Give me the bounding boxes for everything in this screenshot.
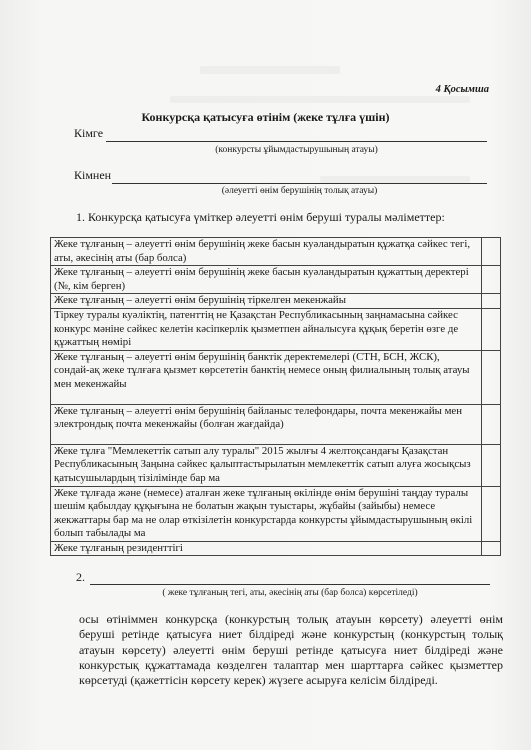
table-value-cell[interactable] (482, 294, 501, 309)
table-row-label: Жеке тұлғаның – әлеуетті өнім берушінің жеке басын куәландыратын құжаттың деректері (№, кім берген) (51, 266, 482, 294)
section-2-line[interactable] (90, 584, 490, 585)
table-row (51, 486, 501, 541)
table-row-label: Жеке тұлғаның – әлеуетті өнім берушінің байланыс телефондары, почта мекенжайы мен электрондық почта мекенжайы (болған жағдайда) (51, 404, 482, 444)
to-field-label: Кімге (74, 126, 104, 140)
table-value-cell[interactable] (482, 308, 501, 350)
table-value-cell[interactable] (482, 238, 501, 266)
table-row (51, 404, 501, 444)
table-row (51, 294, 501, 309)
page-title: Конкурсқа қатысуға өтінім (жеке тұлға үшін) (141, 110, 390, 124)
bleed-through-mark (320, 176, 470, 183)
section-2-number: 2. (76, 570, 85, 584)
bleed-through-mark (200, 66, 340, 74)
table-row-label: Жеке тұлғаның – әлеуетті өнім берушінің тіркелген мекенжайы (51, 294, 482, 309)
from-field-line[interactable] (112, 183, 487, 184)
table-value-cell[interactable] (482, 350, 501, 404)
table-row (51, 350, 501, 404)
table-value-cell[interactable] (482, 404, 501, 444)
applicant-info-table (50, 237, 501, 556)
table-row-label: Жеке тұлға "Мемлекеттік сатып алу туралы" 2015 жылғы 4 желтоқсандағы Қазақстан Республикасының Заңына сәйкес қалыптастырылатын мемлекеттік сатып алуға жосықсыз қатысушылардың тізілімінде бар ма (51, 444, 482, 486)
table-row-label: Тіркеу туралы куәліктің, патенттің не Қазақстан Республикасының заңнамасына сәйкес конкурс мәніне сәйкес келетін кәсіпкерлік қызметпен айналысуға құқық беретін өзге де құжаттың нөмірі (51, 308, 482, 350)
from-field-caption: (әлеуетті өнім берушінің толық атауы) (221, 186, 378, 196)
section-2-caption: ( жеке тұлғаның тегі, аты, әкесінің аты (бар болса) көрсетіледі) (162, 588, 418, 598)
table-row-label: Жеке тұлғада және (немесе) аталған жеке тұлғаның өкілінде өнім берушіні таңдау туралы шешім қабылдау құқығына не болатын жақын туыстары, жұбайы (зайыбы) немесе жекжаттары бар ма не олар өткізілетін конкурстарда конкурсты ұйымдастырушының өкілі болып табылады ма (51, 486, 482, 541)
table-row (51, 444, 501, 486)
table-row (51, 266, 501, 294)
table-value-cell[interactable] (482, 486, 501, 541)
to-field-caption: (конкурсты ұйымдастырушының атауы) (215, 145, 378, 155)
closing-paragraph: осы өтініммен конкурсқа (конкурстың толық атауын көрсету) әлеуетті өнім беруші ретінде қатысуға ниет білдіреді және конкурстың (конкурстың толық атауын көрсету) әлеуетті өнім беруші ретінде қатысуға ниет білдіреді және конкурстық құжаттамада көзделген талаптар мен шарттарға сәйкес қызметтер көрсетуді (қажеттісін көрсету керек) жүзеге асыруға келісім білдіреді. (79, 612, 503, 688)
table-value-cell[interactable] (482, 444, 501, 486)
table-row-label: Жеке тұлғаның – әлеуетті өнім берушінің банктік деректемелері (СТН, БСН, ЖСК), сондай-ақ жеке тұлғаға қызмет көрсететін банктің немесе оның филиалының толық атауы мен мекенжайы (51, 350, 482, 404)
appendix-label: 4 Қосымша (435, 84, 489, 95)
table-row (51, 541, 501, 556)
section-1-heading: 1. Конкурсқа қатысуға үміткер әлеуетті өнім беруші туралы мәліметтер: (76, 210, 445, 224)
bleed-through-mark (170, 96, 470, 103)
table-row-label: Жеке тұлғаның – әлеуетті өнім берушінің жеке басын куәландыратын құжатқа сәйкес тегі, аты, әкесінің аты (бар болса) (51, 238, 482, 266)
table-row (51, 238, 501, 266)
table-value-cell[interactable] (482, 541, 501, 556)
to-field-line[interactable] (106, 141, 487, 142)
from-field-label: Кімнен (74, 168, 112, 182)
table-row (51, 308, 501, 350)
table-value-cell[interactable] (482, 266, 501, 294)
table-row-label: Жеке тұлғаның резиденттігі (51, 541, 482, 556)
